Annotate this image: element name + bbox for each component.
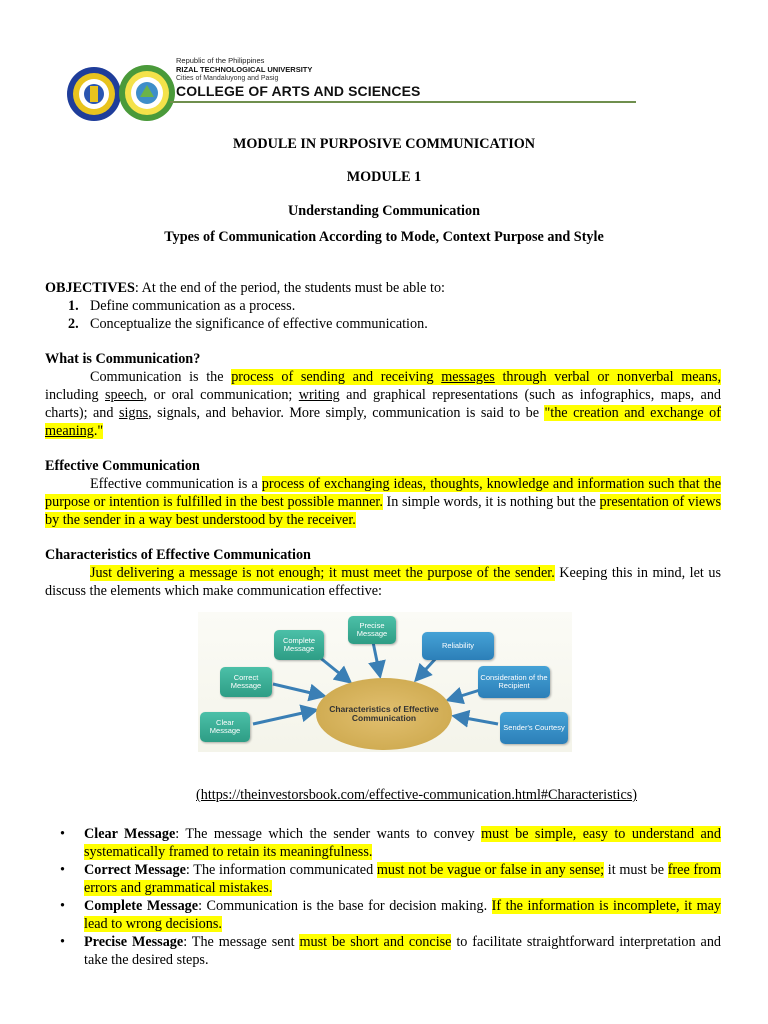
section-heading: What is Communication? bbox=[45, 351, 201, 367]
what-is-communication-section bbox=[45, 350, 721, 440]
list-item bbox=[60, 861, 721, 897]
paragraph bbox=[45, 475, 721, 529]
text-run: : Communication is the base for decision making. bbox=[198, 898, 492, 914]
box-correct-message: Correct Message bbox=[220, 667, 272, 697]
text-run: , signals, and behavior. More simply, communication is said to be bbox=[148, 405, 545, 421]
box-senders-courtesy: Sender's Courtesy bbox=[500, 712, 568, 744]
highlight bbox=[231, 369, 721, 385]
text-run: it must be bbox=[604, 862, 668, 878]
module-title: MODULE IN PURPOSIVE COMMUNICATION bbox=[232, 136, 535, 152]
objectives-section bbox=[45, 279, 721, 333]
text-run: : The information communicated bbox=[185, 862, 377, 878]
text-run: Communication is the bbox=[90, 369, 232, 385]
underlined-term: messages bbox=[441, 369, 495, 385]
text-run: , or oral communication; bbox=[143, 387, 299, 403]
text-run: including bbox=[45, 387, 105, 403]
highlight: free from errors and grammatical mistakes. bbox=[84, 862, 722, 896]
text-run: through verbal or nonverbal means, bbox=[494, 369, 721, 385]
bullet-label: Correct Message bbox=[84, 862, 186, 878]
highlight: presentation of views by the sender in a way best understood by the receiver. bbox=[45, 494, 721, 528]
bullet-icon: • bbox=[60, 826, 65, 842]
text-run: In simple words, it is nothing but the bbox=[382, 494, 600, 510]
box-clear-message: Clear Message bbox=[200, 712, 250, 742]
highlight: process of exchanging ideas, thoughts, knowledge and information such that the purpose or intention is fulfilled in the best possible manner. bbox=[45, 476, 721, 510]
text-run: to facilitate straightforward interpretation and take the desired steps. bbox=[84, 934, 722, 968]
item-text: Conceptualize the significance of effective communication. bbox=[90, 316, 428, 332]
highlight: must not be vague or false in any sense; bbox=[376, 862, 605, 878]
bullet-label: Precise Message bbox=[84, 934, 184, 950]
objectives-label: OBJECTIVES bbox=[45, 280, 135, 296]
list-item bbox=[60, 825, 721, 861]
arrow bbox=[448, 690, 480, 700]
highlight: must be simple, easy to understand and systematically framed to retain its meaningfulness. bbox=[84, 826, 721, 860]
list-item bbox=[45, 315, 721, 333]
text-run: : The message which the sender wants to convey bbox=[175, 826, 482, 842]
list-item bbox=[60, 933, 721, 969]
bullet-icon: • bbox=[60, 862, 65, 878]
highlight: must be short and concise bbox=[299, 934, 452, 950]
arrow bbox=[373, 642, 380, 676]
box-reliability: Reliability bbox=[422, 632, 494, 660]
cities-text: Cities of Mandaluyong and Pasig bbox=[176, 75, 279, 82]
module-number: MODULE 1 bbox=[346, 169, 422, 185]
underlined-term: speech bbox=[104, 387, 144, 403]
highlight: If the information is incomplete, it may lead to wrong decisions. bbox=[84, 898, 721, 932]
characteristics-diagram bbox=[198, 612, 572, 752]
box-consideration: Consideration of the Recipient bbox=[478, 666, 550, 698]
characteristics-section bbox=[45, 546, 721, 600]
header-divider bbox=[170, 101, 636, 103]
item-text: Define communication as a process. bbox=[90, 298, 296, 314]
rtu-seal-logo bbox=[66, 66, 122, 122]
document-header bbox=[0, 0, 768, 115]
paragraph bbox=[45, 564, 721, 600]
box-precise-message: Precise Message bbox=[348, 616, 396, 644]
section-heading: Effective Communication bbox=[45, 458, 200, 474]
subtopic-title: Types of Communication According to Mode, Context Purpose and Style bbox=[164, 229, 604, 245]
arrow bbox=[454, 716, 498, 724]
text-run: Keeping this in mind, let us discuss the elements which make communication effective: bbox=[45, 565, 722, 599]
text-run: and graphical representations (such as infographics, maps, and charts); and bbox=[45, 387, 722, 421]
objectives-intro: : At the end of the period, the students must be able to: bbox=[134, 280, 445, 296]
text-run: "the creation and exchange of bbox=[544, 405, 721, 421]
effective-communication-section bbox=[45, 457, 721, 529]
college-name: COLLEGE OF ARTS AND SCIENCES bbox=[176, 83, 421, 99]
text-run: ." bbox=[93, 423, 104, 439]
diagram-center-ellipse: Characteristics of Effective Communication bbox=[316, 678, 452, 750]
underlined-term: writing bbox=[298, 387, 340, 403]
list-item bbox=[60, 897, 721, 933]
bullet-label: Complete Message bbox=[84, 898, 199, 914]
arrow bbox=[273, 684, 324, 696]
text-run: : The message sent bbox=[183, 934, 300, 950]
college-seal-logo bbox=[118, 64, 176, 122]
item-number: 1. bbox=[68, 298, 79, 314]
underlined-term: signs bbox=[118, 405, 149, 421]
highlight: Just delivering a message is not enough; it must meet the purpose of the sender. bbox=[90, 565, 555, 581]
arrow bbox=[253, 710, 316, 724]
item-number: 2. bbox=[68, 316, 79, 332]
text-run: Effective communication is a bbox=[90, 476, 262, 492]
topic-title: Understanding Communication bbox=[288, 203, 480, 219]
bullet-label: Clear Message bbox=[84, 826, 176, 842]
paragraph bbox=[45, 368, 721, 440]
characteristics-bullet-list bbox=[60, 825, 721, 969]
underlined-term: meaning bbox=[45, 423, 94, 439]
source-link[interactable]: (https://theinvestorsbook.com/effective-communication.html#Characteristics) bbox=[196, 787, 638, 803]
republic-text: Republic of the Philippines bbox=[176, 56, 265, 65]
list-item bbox=[45, 297, 721, 315]
bullet-icon: • bbox=[60, 898, 65, 914]
text-run: process of sending and receiving bbox=[231, 369, 442, 385]
section-heading: Characteristics of Effective Communication bbox=[45, 547, 311, 563]
arrow bbox=[318, 656, 350, 682]
box-complete-message: Complete Message bbox=[274, 630, 324, 660]
objectives-list bbox=[45, 297, 721, 333]
bullet-icon: • bbox=[60, 934, 65, 950]
university-name: RIZAL TECHNOLOGICAL UNIVERSITY bbox=[176, 65, 313, 74]
